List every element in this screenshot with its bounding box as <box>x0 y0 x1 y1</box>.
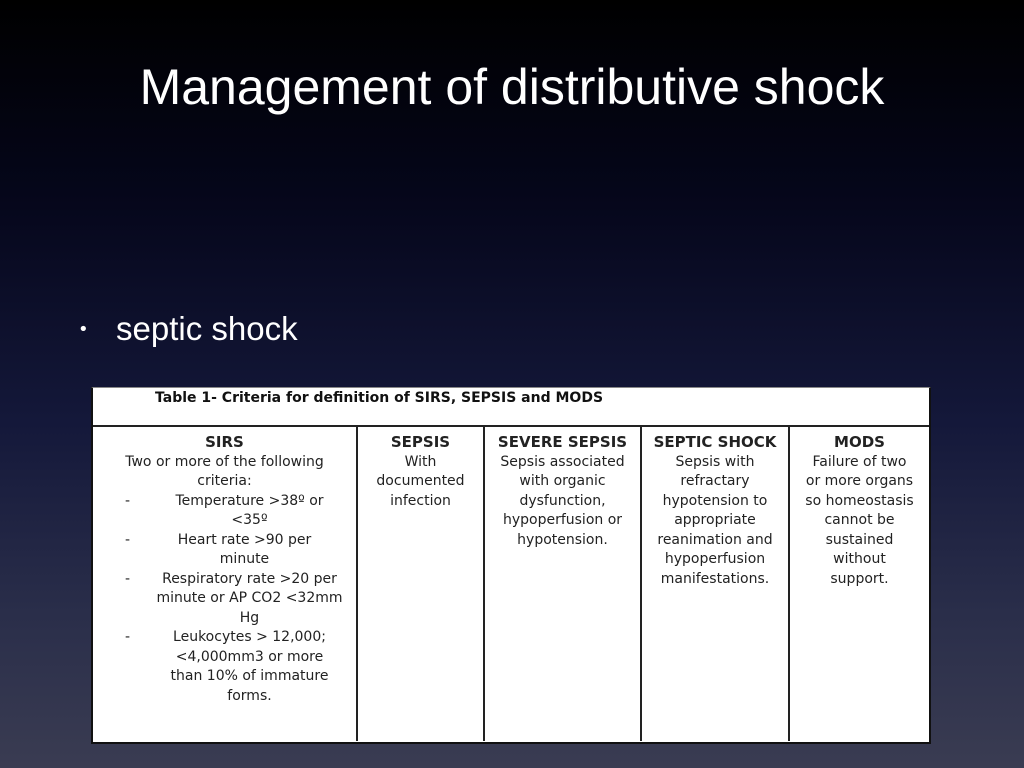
column-line: dysfunction, <box>519 492 606 509</box>
criteria-table <box>91 387 931 744</box>
column-line: infection <box>390 492 451 509</box>
column-line: Failure of two <box>812 453 907 470</box>
criteria-item: - Leukocytes > 12,000; <4,000mm3 or more than 10% of immature forms. <box>103 628 346 706</box>
table-column-mods <box>790 427 929 741</box>
column-line: manifestations. <box>660 570 770 587</box>
column-header: MODS <box>834 433 885 451</box>
bullet-item <box>78 310 298 348</box>
column-line: With <box>404 453 437 470</box>
column-line: hypotension to <box>662 492 768 509</box>
column-line: sustained <box>825 531 894 548</box>
column-line: criteria: <box>197 473 252 489</box>
column-line: Sepsis with <box>675 453 755 470</box>
bullet-text: septic shock <box>116 310 298 347</box>
column-line: hypotension. <box>517 531 608 548</box>
column-line: reanimation and <box>657 531 773 548</box>
table-column-sirs <box>93 427 358 741</box>
table-grid <box>93 425 929 741</box>
column-line: without <box>833 551 886 567</box>
table-column-septic-shock <box>642 427 790 741</box>
table-column-severe-sepsis <box>485 427 642 741</box>
column-line: refractary <box>680 473 750 489</box>
column-line: documented <box>376 473 465 489</box>
table-caption: Table 1- Criteria for definition of SIRS, SEPSIS and MODS <box>155 390 604 406</box>
column-line: or more organs <box>805 473 914 489</box>
column-line: appropriate <box>674 512 756 528</box>
column-line: so homeostasis <box>805 492 914 509</box>
table-column-sepsis <box>358 427 485 741</box>
column-line: hypoperfusion or <box>502 512 623 528</box>
column-header: SEPSIS <box>390 433 451 451</box>
column-line: hypoperfusion <box>664 551 766 567</box>
criteria-item: - Temperature >38º or <35º <box>103 492 346 531</box>
column-header: SIRS <box>205 433 244 451</box>
column-line: support. <box>830 570 889 587</box>
bullet-dot-icon: • <box>78 318 89 340</box>
criteria-item: - Respiratory rate >20 per minute or AP CO2 <32mm Hg <box>103 570 346 629</box>
column-line: cannot be <box>824 512 895 528</box>
column-line: Two or more of the following <box>125 453 324 470</box>
column-line: with organic <box>519 473 606 489</box>
slide-title: Management of distributive shock <box>139 59 885 115</box>
column-line: Sepsis associated <box>500 453 625 470</box>
column-header: SEPTIC SHOCK <box>653 433 777 451</box>
criteria-list <box>103 492 346 707</box>
criteria-item: - Heart rate >90 per minute <box>103 531 346 570</box>
column-header: SEVERE SEPSIS <box>497 433 628 451</box>
